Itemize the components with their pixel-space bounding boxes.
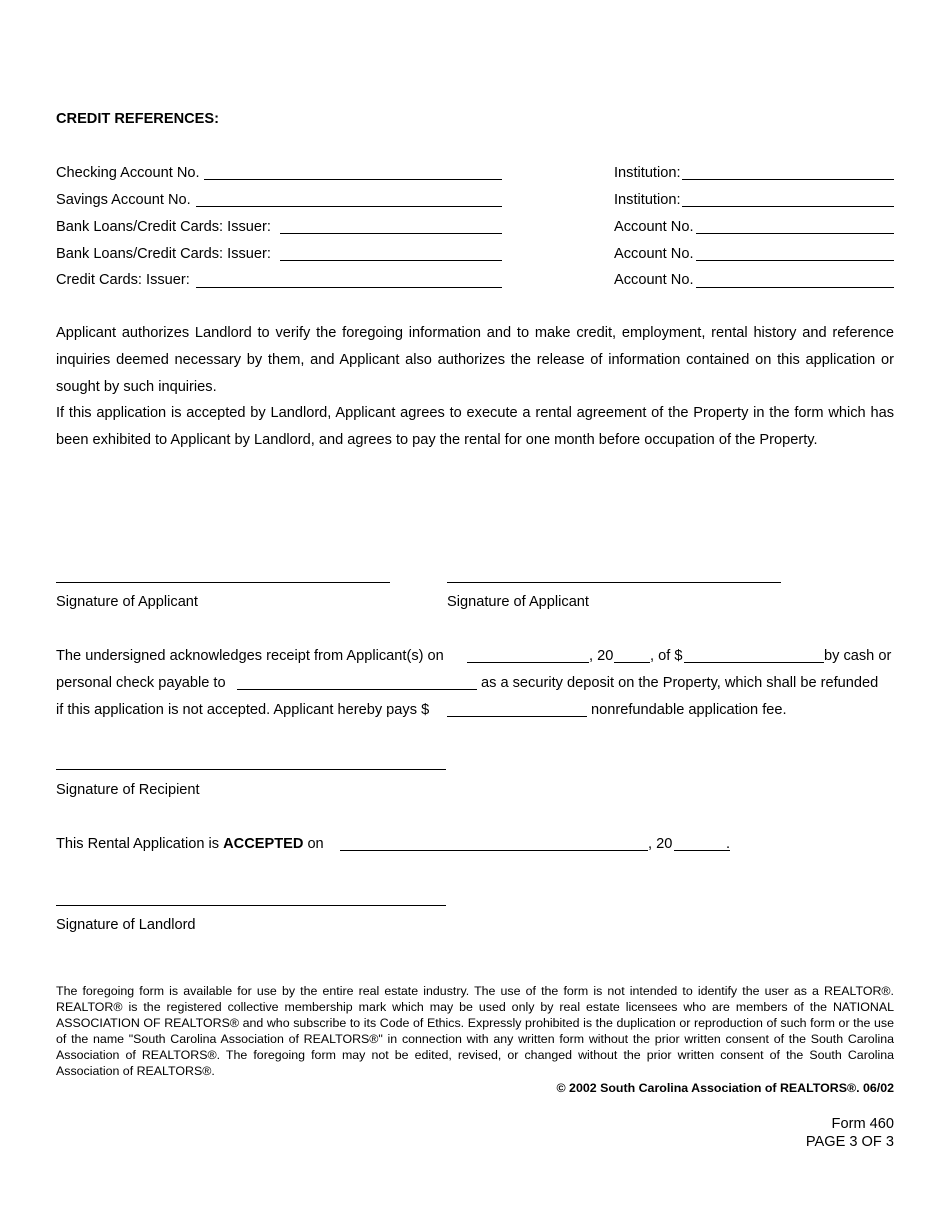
applicant-signature-line-2[interactable] bbox=[447, 582, 781, 583]
recipient-signature-label: Signature of Recipient bbox=[56, 782, 200, 798]
acceptance-paragraph: If this application is accepted by Landlord, Applicant agrees to execute a rental agreement of the Property in the form which has been exhibited to Applicant by Landlord, and agrees to pay the rental for one month before occupation of the Property. bbox=[56, 405, 894, 448]
receipt-text: by cash or bbox=[824, 648, 892, 664]
receipt-text: as a security deposit on the Property, which shall be refunded bbox=[481, 675, 879, 691]
account-no-field[interactable] bbox=[696, 287, 894, 288]
checking-account-field[interactable] bbox=[204, 179, 502, 180]
account-no-field[interactable] bbox=[696, 260, 894, 261]
form-number: Form 460 bbox=[831, 1116, 894, 1132]
applicant-signature-label-2: Signature of Applicant bbox=[447, 594, 589, 610]
receipt-text: The undersigned acknowledges receipt from Applicant(s) on bbox=[56, 648, 444, 664]
savings-account-field[interactable] bbox=[196, 206, 502, 207]
accepted-year-field[interactable] bbox=[674, 850, 730, 851]
accepted-year-prefix: , 20 bbox=[648, 836, 673, 852]
application-fee-field[interactable] bbox=[447, 716, 587, 717]
landlord-signature-label: Signature of Landlord bbox=[56, 917, 196, 933]
institution-label: Institution: bbox=[614, 192, 681, 208]
institution-field[interactable] bbox=[682, 206, 894, 207]
accepted-period: . bbox=[726, 836, 731, 852]
bank-loans-issuer-label: Bank Loans/Credit Cards: Issuer: bbox=[56, 219, 271, 235]
institution-field[interactable] bbox=[682, 179, 894, 180]
copyright: © 2002 South Carolina Association of REALTORS®. 06/02 bbox=[556, 1081, 894, 1095]
section-heading: CREDIT REFERENCES: bbox=[56, 111, 219, 127]
accepted-word: ACCEPTED bbox=[223, 836, 304, 852]
receipt-text: nonrefundable application fee. bbox=[591, 702, 787, 718]
authorization-paragraph: Applicant authorizes Landlord to verify the foregoing information and to make credit, employment, rental history and reference inquiries deemed necessary by them, and Applicant also authorizes the release of information contained on this application or sought by such inquiries. bbox=[56, 325, 894, 395]
receipt-text: if this application is not accepted. Applicant hereby pays $ bbox=[56, 702, 430, 718]
accepted-prefix: This Rental Application is bbox=[56, 836, 224, 852]
payee-field[interactable] bbox=[237, 689, 477, 690]
receipt-year-field[interactable] bbox=[614, 662, 650, 663]
receipt-text: personal check payable to bbox=[56, 675, 226, 691]
applicant-signature-label-1: Signature of Applicant bbox=[56, 594, 198, 610]
receipt-amount-field[interactable] bbox=[684, 662, 824, 663]
landlord-signature-line[interactable] bbox=[56, 905, 446, 906]
receipt-year-prefix: , 20 bbox=[589, 648, 614, 664]
bank-loans-issuer-field[interactable] bbox=[280, 260, 502, 261]
account-no-label: Account No. bbox=[614, 219, 694, 235]
accepted-on: on bbox=[303, 836, 324, 852]
bank-loans-issuer-label: Bank Loans/Credit Cards: Issuer: bbox=[56, 246, 271, 262]
account-no-field[interactable] bbox=[696, 233, 894, 234]
credit-cards-issuer-label: Credit Cards: Issuer: bbox=[56, 272, 190, 288]
account-no-label: Account No. bbox=[614, 246, 694, 262]
bank-loans-issuer-field[interactable] bbox=[280, 233, 502, 234]
institution-label: Institution: bbox=[614, 165, 681, 181]
credit-cards-issuer-field[interactable] bbox=[196, 287, 502, 288]
savings-account-label: Savings Account No. bbox=[56, 192, 191, 208]
receipt-amount-prefix: , of $ bbox=[650, 648, 683, 664]
recipient-signature-line[interactable] bbox=[56, 769, 446, 770]
page-number: PAGE 3 OF 3 bbox=[805, 1134, 894, 1150]
account-no-label: Account No. bbox=[614, 272, 694, 288]
checking-account-label: Checking Account No. bbox=[56, 165, 200, 181]
receipt-date-field[interactable] bbox=[467, 662, 589, 663]
accepted-statement bbox=[56, 835, 324, 853]
applicant-signature-line-1[interactable] bbox=[56, 582, 390, 583]
accepted-date-field[interactable] bbox=[340, 850, 648, 851]
footer-disclaimer: The foregoing form is available for use by the entire real estate industry. The use of the form is not intended to identify the user as a REALTOR®. REALTOR® is the registered collective membership mark which may be used only by real estate licensees who are members of the NATIONAL ASSOCIATION OF REALTORS® and who subscribe to its Code of Ethics. Expressly prohibited is the duplication or reproduction of such form or the use of the name "South Carolina Association of REALTORS®" in connection with any written form without the prior written consent of the South Carolina Association of REALTORS®. The foregoing form may not be edited, revised, or changed without the prior written consent of the South Carolina Association of REALTORS®. bbox=[56, 984, 894, 1078]
